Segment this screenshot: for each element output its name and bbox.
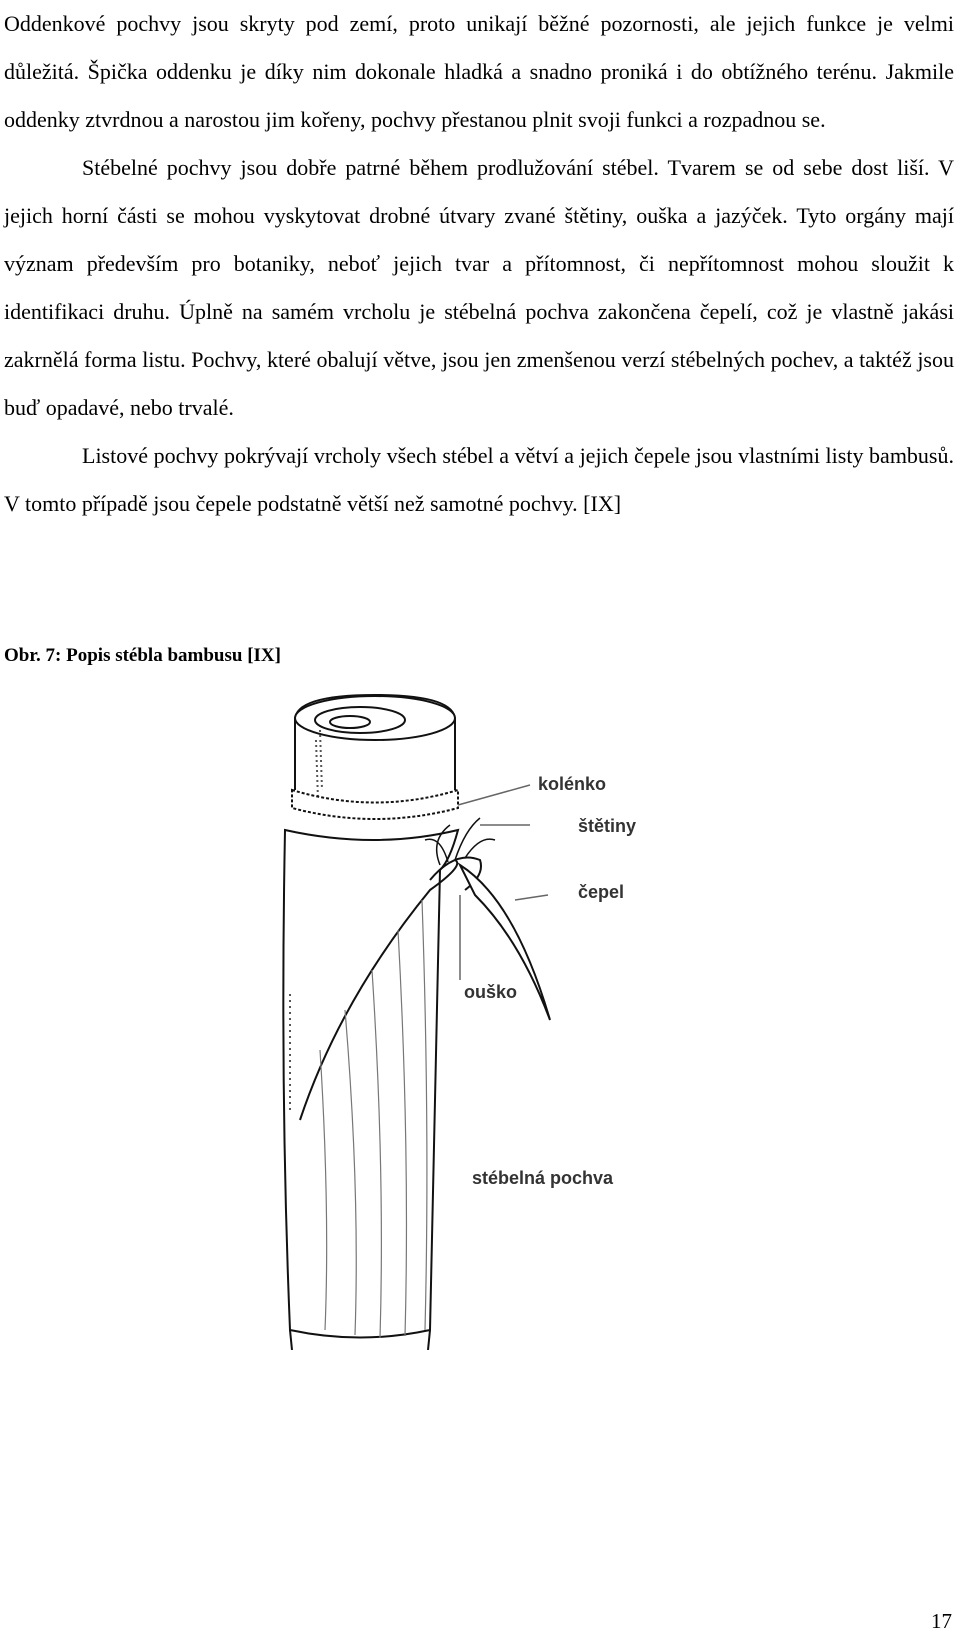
figure-caption: Obr. 7: Popis stébla bambusu [IX]	[4, 645, 281, 666]
paragraph-rhizome-sheaths: Oddenkové pochvy jsou skryty pod zemí, proto unikají běžné pozornosti, ale jejich funkce je velmi důležitá. Špička oddenku je díky nim dokonale hladká a snadno proniká i do obtížného terénu. Jakmile oddenky ztvrdnou a narostou jim kořeny, pochvy přestanou plnit svoji funkci a rozpadnou se.	[4, 11, 954, 132]
label-stetiny: štětiny	[578, 816, 637, 836]
paragraph-culm-sheaths: Stébelné pochvy jsou dobře patrné během prodlužování stébel. Tvarem se od sebe dost liší. V jejich horní části se mohou vyskytovat drobné útvary zvané štětiny, ouška a jazýček. Tyto orgány mají význam především pro botaniky, neboť jejich tvar a přítomnost, či nepřítomnost mohou sloužit k identifikaci druhu. Úplně na samém vrcholu je stébelná pochva zakončena čepelí, což je vlastně jakási zakrnělá forma listu. Pochvy, které obalují větve, jsou jen zmenšenou verzí stébelných pochev, a taktéž jsou buď opadavé, nebo trvalé.	[4, 155, 954, 420]
body-text	[4, 0, 954, 528]
label-stebelna-pochva: stébelná pochva	[472, 1168, 614, 1188]
label-ousko: ouško	[464, 982, 518, 1002]
bamboo-culm-figure	[280, 690, 700, 1350]
page-number: 17	[931, 1609, 952, 1633]
label-cepel: čepel	[578, 882, 625, 902]
bamboo-culm-illustration	[280, 690, 700, 1350]
label-kolenko: kolénko	[538, 774, 607, 794]
paragraph-leaf-sheaths: Listové pochvy pokrývají vrcholy všech stébel a větví a jejich čepele jsou vlastními listy bambusů. V tomto případě jsou čepele podstatně větší než samotné pochvy. [IX]	[4, 443, 954, 516]
